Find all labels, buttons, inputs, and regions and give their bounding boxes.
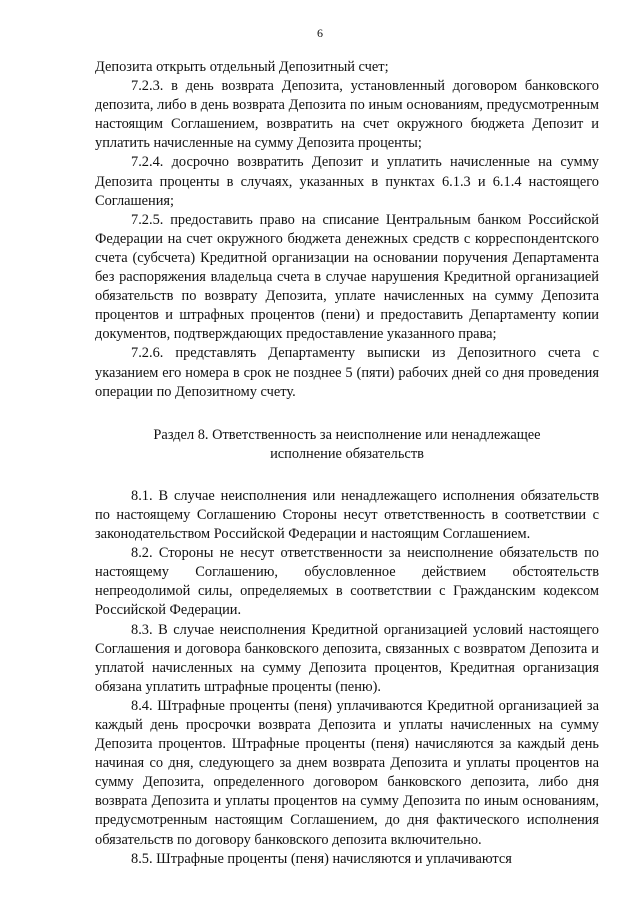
paragraph-8-3: 8.3. В случае неисполнения Кредитной организацией условий настоящего Соглашения и договора банковского депозита, связанных с возвратом Депозита и уплатой начисленных на сумму Депозита процентов, Кредитная организация обязана уплатить штрафные проценты (пеню). [95,621,599,695]
paragraph-continuation: Депозита открыть отдельный Депозитный счет; [95,59,389,75]
paragraph-7-2-6: 7.2.6. представлять Департаменту выписки из Депозитного счета с указанием его номера в срок не позднее 5 (пяти) рабочих дней со дня проведения операции по Депозитному счету. [95,345,599,400]
section-8-title [95,426,599,464]
paragraph-8-2: 8.2. Стороны не несут ответственности за неисполнение обязательств по настоящему Соглашению, обусловленное действием обстоятельств непреодолимой силы, определяемых в соответствии с Гражданским кодексом Российской Федерации. [95,545,599,619]
paragraph-8-1: 8.1. В случае неисполнения или ненадлежащего исполнения обязательств по настоящему Соглашению Стороны несут ответственность в соответствии с законодательством Российской Федерации и настоящим Соглашением. [95,487,599,543]
paragraph-8-4: 8.4. Штрафные проценты (пеня) уплачиваются Кредитной организацией за каждый день просрочки возврата Депозита и уплаты начисленных на сумму Депозита процентов. Штрафные проценты (пеня) начисляются за каждый день начиная со дня, следующего за днем возврата Депозита и уплаты процентов на сумму Депозита, определенного договором банковского депозита, либо дня возврата Депозита и уплаты процентов на сумму Депозита по иным основаниям, предусмотренным настоящим Соглашением, до дня фактического исполнения обязательств по договору банковского депозита включительно. [95,697,599,848]
paragraph-8-5: 8.5. Штрафные проценты (пеня) начисляются и уплачиваются [131,850,512,867]
section-title-line-2: исполнение обязательств [270,445,424,462]
paragraph-7-2-5: 7.2.5. предоставить право на списание Центральным банком Российской Федерации на счет окружного бюджета денежных средств с корреспондентского счета (субсчета) Кредитной организации на основании поручения Департамента без распоряжения владельца счета в случае нарушения Кредитной организацией обязательств по возврату Депозита, уплате начисленных на сумму Депозита процентов и штрафных процентов (пени) и предоставить Департаменту копии документов, подтверждающих предоставление указанного права; [95,211,599,343]
paragraph-7-2-4: 7.2.4. досрочно возвратить Депозит и уплатить начисленные на сумму Депозита проценты в случаях, указанных в пунктах 6.1.3 и 6.1.4 настоящего Соглашения; [95,154,599,209]
document-body [95,58,599,869]
paragraph-7-2-3: 7.2.3. в день возврата Депозита, установленный договором банковского депозита, либо в день возврата Депозита по иным основаниям, предусмотренным настоящим Соглашением, возвратить на счет окружного бюджета Депозит и уплатить начисленные на сумму Депозита проценты; [95,78,599,152]
page-number: 6 [317,26,323,40]
section-title-line-1: Раздел 8. Ответственность за неисполнение или ненадлежащее [153,426,541,443]
